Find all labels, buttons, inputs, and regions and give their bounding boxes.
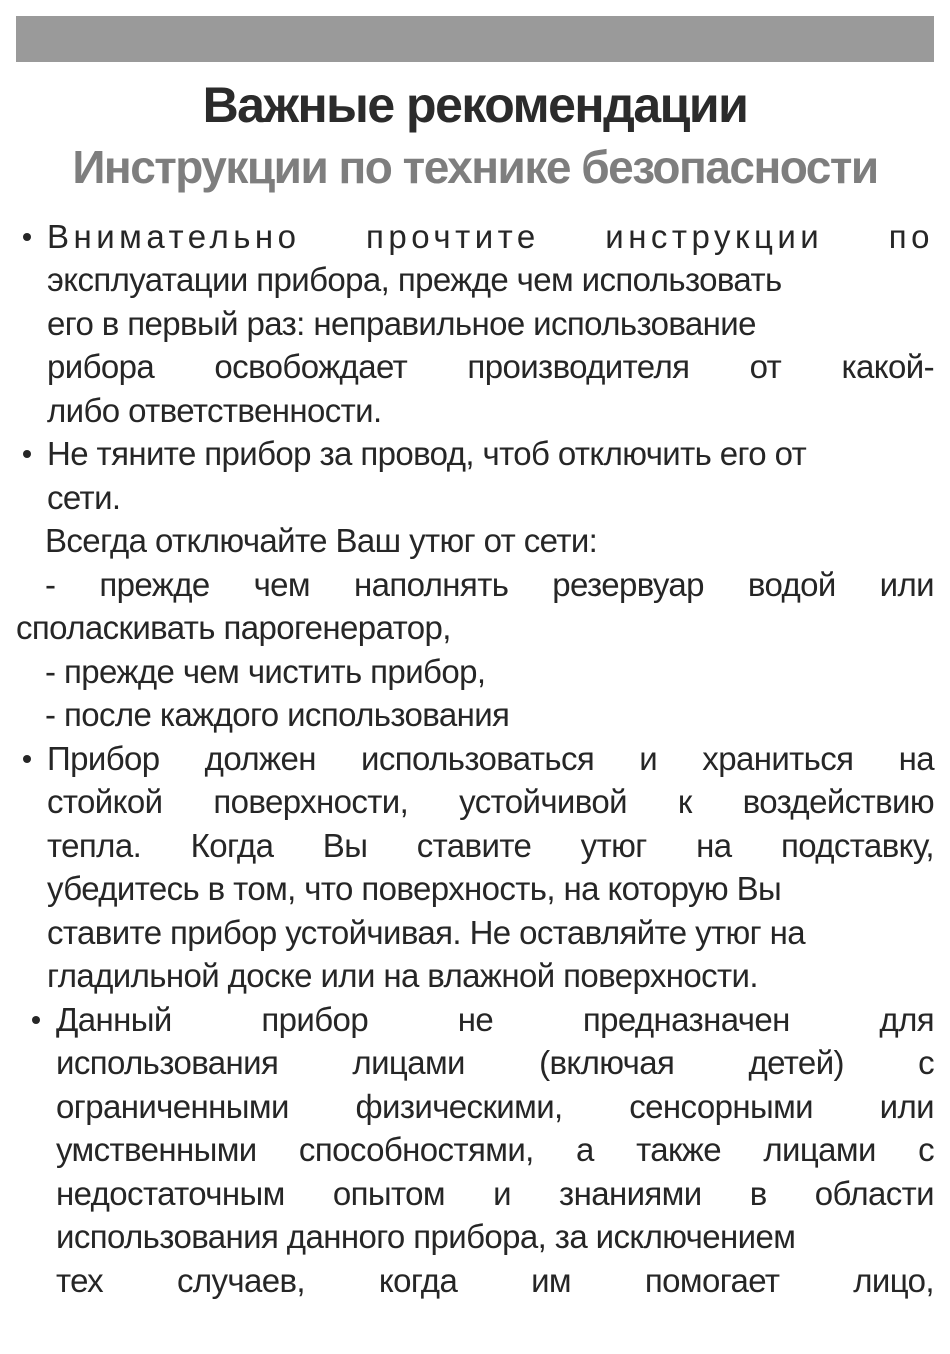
- text-line: либо ответственности.: [47, 392, 382, 429]
- text-line: рибора освобождает производителя от какой-: [47, 348, 934, 385]
- bullet-3: [23, 755, 31, 763]
- text-line: сети.: [47, 479, 121, 516]
- text-line: ставите прибор устойчивая. Не оставляйте утюг на: [47, 914, 806, 951]
- text-line: стойкой поверхности, устойчивой к воздействию: [47, 783, 934, 820]
- bullet-2: [23, 450, 31, 458]
- bullet-1: [23, 233, 31, 241]
- text-line: Внимательно прочтите инструкции по: [47, 218, 934, 255]
- text-line: споласкивать парогенератор,: [16, 609, 451, 646]
- text-line: недостаточным опытом и знаниями в области: [56, 1175, 934, 1212]
- text-line: Всегда отключайте Ваш утюг от сети:: [45, 522, 598, 559]
- text-line: использования лицами (включая детей) с: [56, 1044, 934, 1081]
- text-line: эксплуатации прибора, прежде чем использовать: [47, 261, 782, 298]
- text-line: Данный прибор не предназначен для: [56, 1001, 934, 1038]
- page-subtitle: Инструкции по технике безопасности: [72, 141, 878, 193]
- text-line: использования данного прибора, за исключением: [56, 1218, 796, 1255]
- text-line: ограниченными физическими, сенсорными или: [56, 1088, 934, 1125]
- text-line: Не тяните прибор за провод, чтоб отключить его от: [47, 435, 807, 472]
- text-line: - прежде чем чистить прибор,: [45, 653, 486, 690]
- text-line: Прибор должен использоваться и храниться на: [47, 740, 934, 777]
- text-line: убедитесь в том, что поверхность, на которую Вы: [47, 870, 782, 907]
- page-title: Важные рекомендации: [202, 77, 748, 133]
- text-line: гладильной доске или на влажной поверхности.: [47, 957, 758, 994]
- text-line: - прежде чем наполнять резервуар водой или: [45, 566, 934, 603]
- text-line: тех случаев, когда им помогает лицо,: [56, 1262, 934, 1299]
- text-line: умственными способностями, а также лицами с: [56, 1131, 934, 1168]
- bullet-4: [32, 1016, 40, 1024]
- text-line: тепла. Когда Вы ставите утюг на подставку,: [47, 827, 934, 864]
- header-bar: [16, 16, 934, 62]
- text-line: - после каждого использования: [45, 696, 510, 733]
- text-line: его в первый раз: неправильное использование: [47, 305, 756, 342]
